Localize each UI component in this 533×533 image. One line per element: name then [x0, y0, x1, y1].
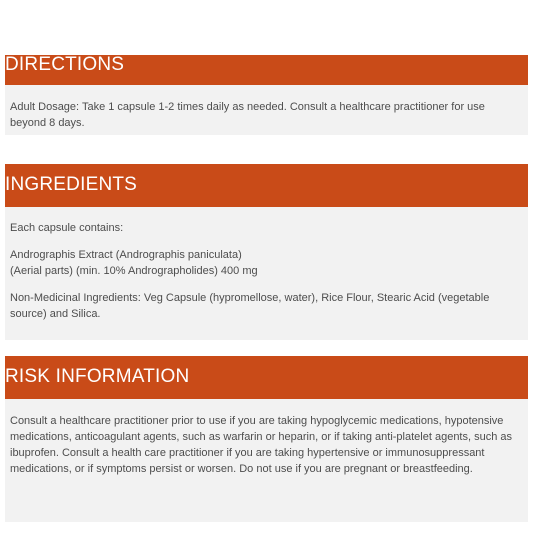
risk-information-body — [5, 399, 528, 522]
directions-section — [5, 55, 528, 135]
ingredients-body — [5, 207, 528, 340]
directions-text: Adult Dosage: Take 1 capsule 1-2 times daily as needed. Consult a healthcare practitioner for use beyond 8 days. — [10, 101, 485, 129]
risk-information-text: Consult a healthcare practitioner prior to use if you are taking hypoglycemic medications, hypotensive medications, anticoagulant agents, such as warfarin or heparin, or if taking anti-platelet agents, such as ibuprofen. Consult a health care practitioner if you are taking hypertensive or immunosuppressant medications, or if symptoms persist or worsen. Do not use if you are pregnant or breastfeeding. — [10, 415, 513, 475]
ingredients-intro: Each capsule contains: — [10, 222, 124, 234]
ingredients-title: INGREDIENTS — [5, 174, 138, 195]
directions-body — [5, 85, 528, 135]
ingredients-medicinal-line2: (Aerial parts) (min. 10% Andrographolides) 400 mg — [10, 265, 258, 277]
ingredients-section — [5, 164, 528, 340]
ingredients-header[interactable] — [5, 164, 528, 207]
ingredients-non-medicinal: Non-Medicinal Ingredients: Veg Capsule (hypromellose, water), Rice Flour, Stearic Acid (vegetable source) and Silica. — [10, 292, 490, 320]
risk-information-header[interactable] — [5, 356, 528, 399]
risk-information-title: RISK INFORMATION — [5, 366, 190, 387]
directions-title: DIRECTIONS — [5, 54, 125, 75]
ingredients-medicinal-line1: Andrographis Extract (Andrographis paniculata) — [10, 249, 242, 261]
risk-information-section — [5, 356, 528, 522]
directions-header[interactable] — [5, 55, 528, 85]
